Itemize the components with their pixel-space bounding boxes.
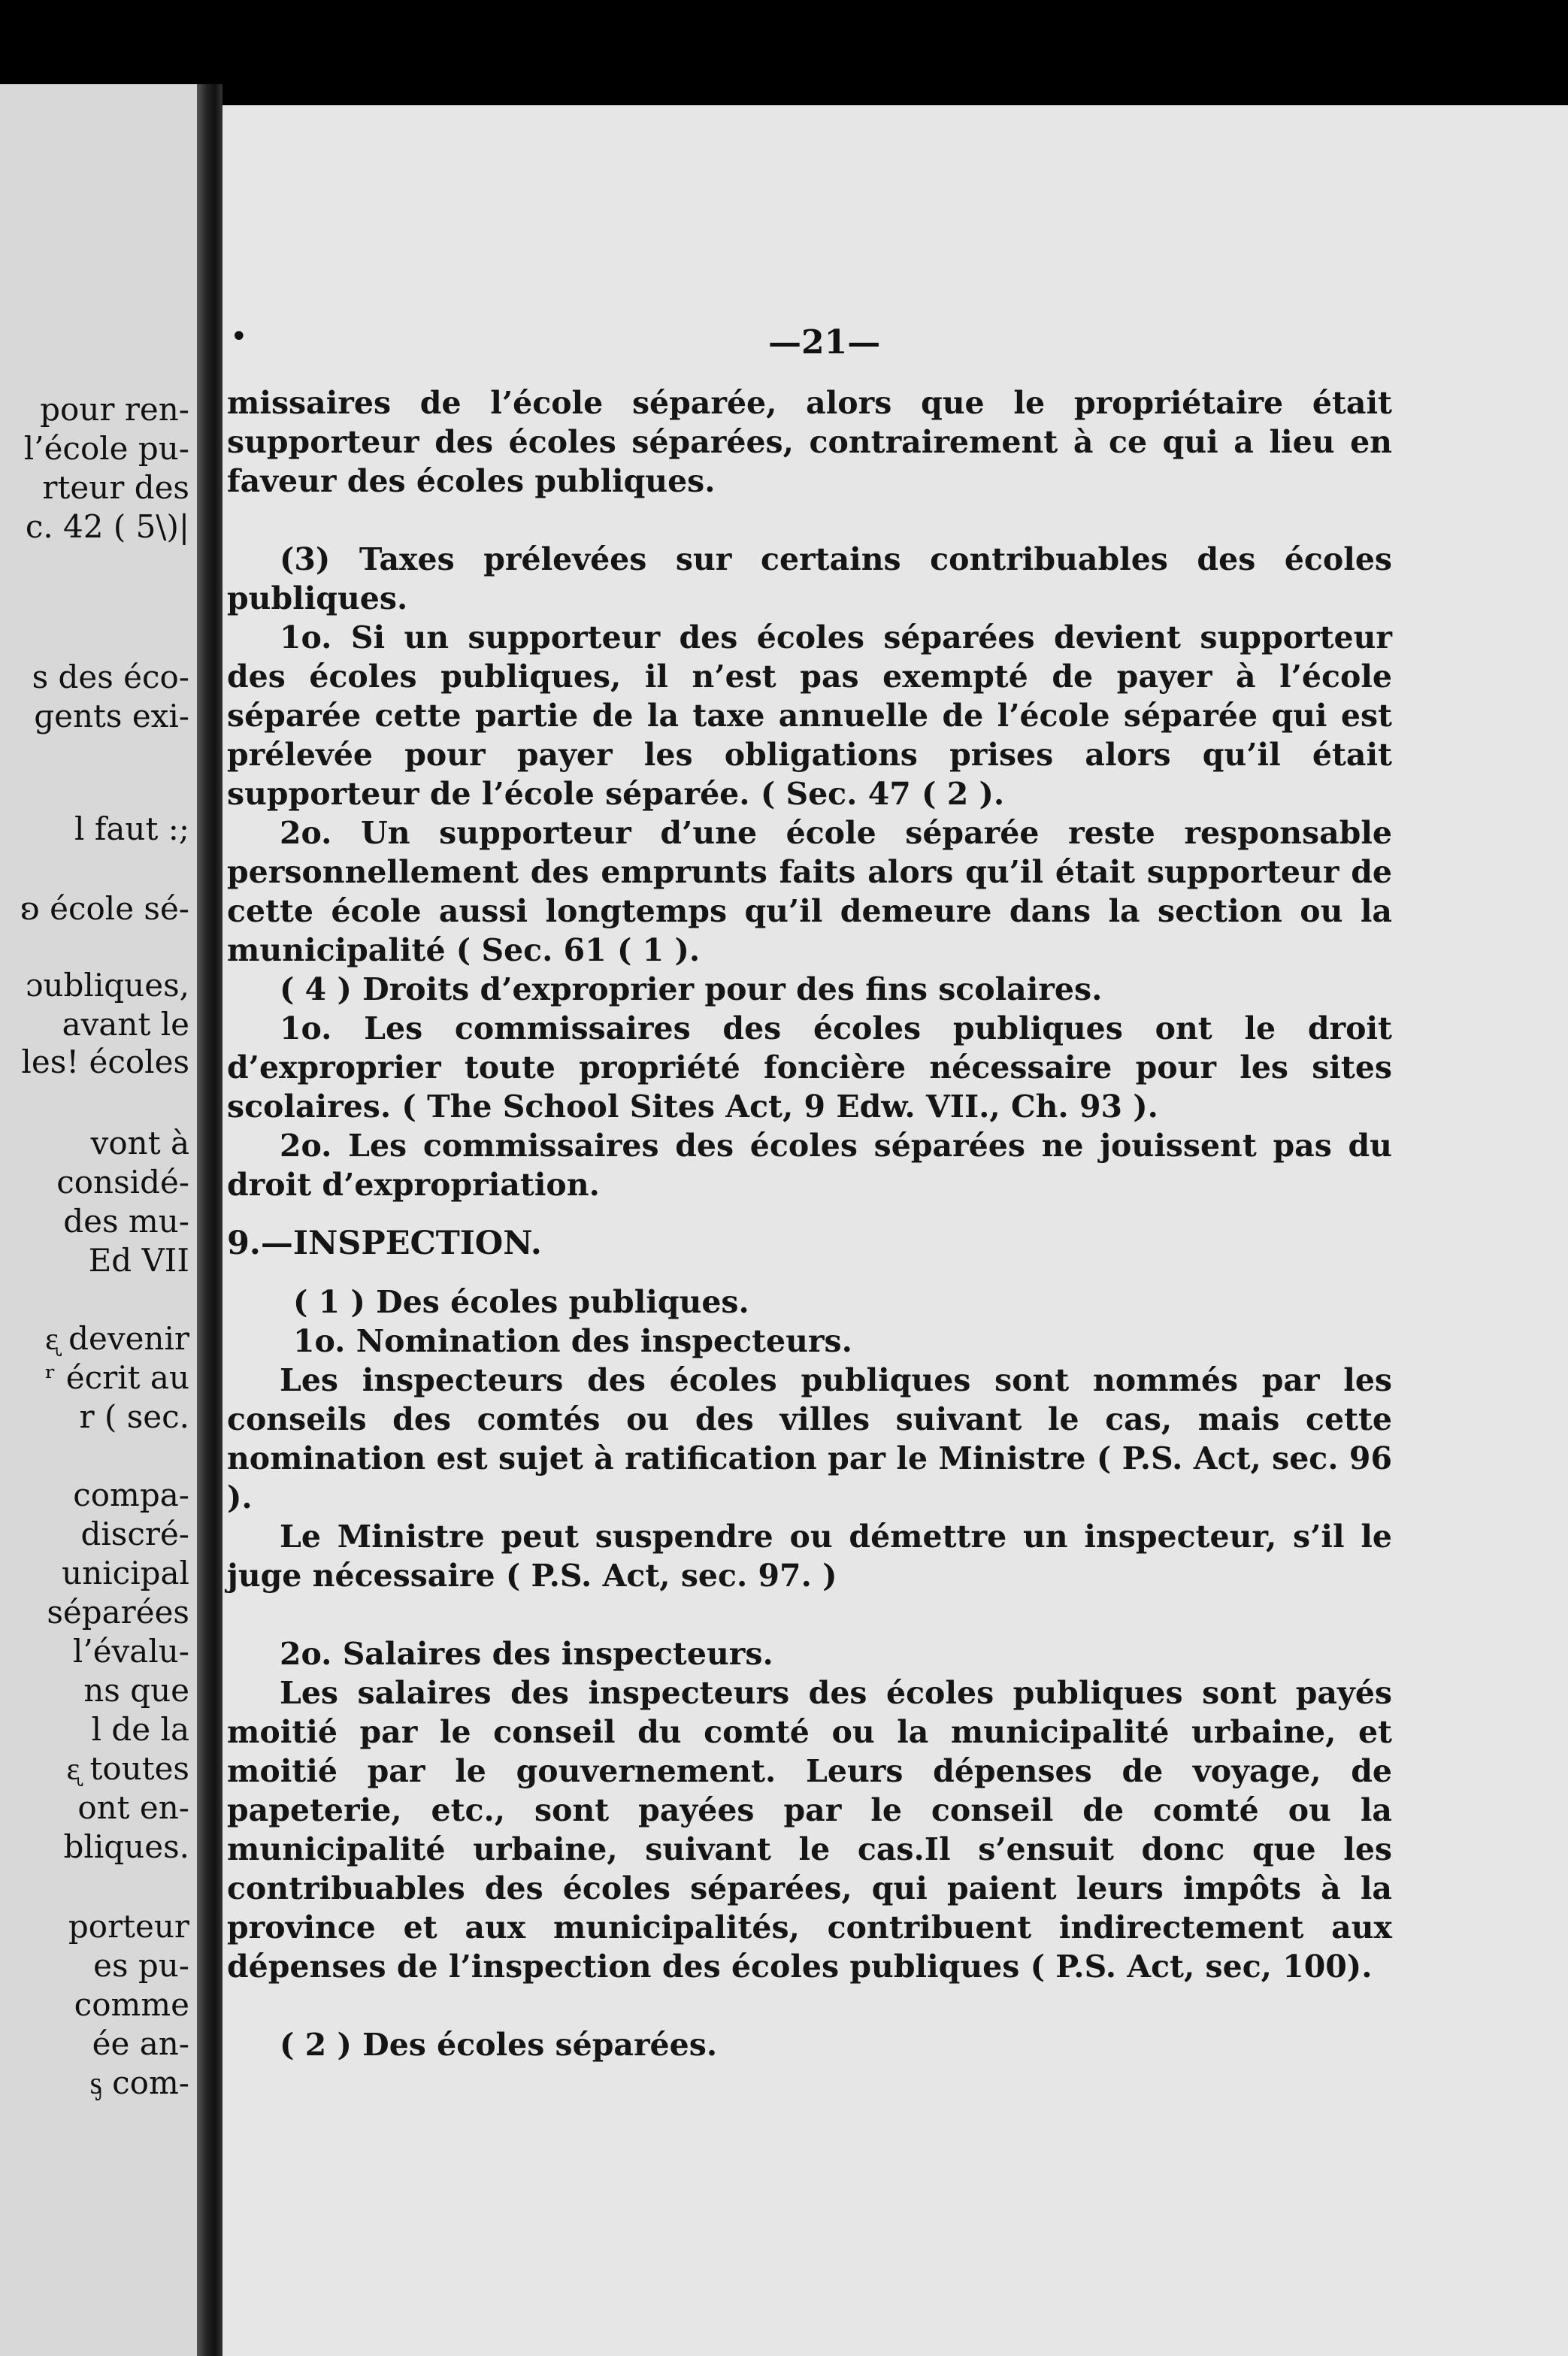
fragment-line: l’évalu- [72, 1633, 189, 1670]
page-body [227, 383, 1392, 2064]
paragraph: 2o. Un supporteur d’une école séparée reste responsable personnellement des emprunts faits alors qu’il était supporteur de cette école aussi longtemps qu’il demeure dans la section ou la municipalité ( Sec. 61 ( 1 ). [227, 815, 1392, 968]
fragment-line: avant le [62, 1006, 189, 1043]
fragment-line: es pu- [93, 1947, 189, 1984]
paragraph: missaires de l’école séparée, alors que le propriétaire était supporteur des écoles séparées, contrairement à ce qui a lieu en faveur des écoles publiques. [227, 385, 1392, 499]
ink-mark: • [230, 319, 248, 354]
subsection-heading: 1o. Nomination des inspecteurs. [293, 1323, 852, 1359]
subsection-heading: 2o. Salaires des inspecteurs. [280, 1636, 773, 1672]
fragment-line: ᶓ toutes [66, 1750, 189, 1787]
fragment-line: ᶊ com- [89, 2064, 189, 2101]
fragment-line: l’école pu- [23, 430, 189, 467]
fragment-line: comme [74, 1986, 189, 2023]
section-heading: ( 1 ) Des écoles publiques. [293, 1284, 749, 1320]
fragment-line: ont en- [77, 1789, 189, 1826]
paragraph: Les inspecteurs des écoles publiques sont nommés par les conseils des comtés ou des villes suivant le cas, mais cette nomination est sujet à ratification par le Ministre ( P.S. Act, sec. 96 ). [227, 1362, 1392, 1516]
fragment-line: r ( sec. [79, 1398, 189, 1435]
book-gutter [197, 84, 222, 2356]
adjacent-page-fragment [0, 84, 197, 2356]
fragment-line: c. 42 ( 5\)| [25, 508, 189, 545]
fragment-line: les! écoles [21, 1043, 189, 1080]
section-heading: ( 2 ) Des écoles séparées. [280, 2027, 718, 2063]
fragment-line: discré- [80, 1516, 189, 1552]
paragraph: 2o. Les commissaires des écoles séparées ne jouissent pas du droit d’expropriation. [227, 1128, 1392, 1203]
section-heading: (3) Taxes prélevées sur certains contribuables des écoles publiques. [227, 541, 1392, 616]
fragment-line: porteur [68, 1908, 189, 1945]
fragment-line: considé- [56, 1164, 189, 1201]
paragraph: Les salaires des inspecteurs des écoles publiques sont payés moitié par le conseil du comté ou la municipalité urbaine, et moitié par le gouvernement. Leurs dépenses de voyage, de papeterie, etc., sont payées par le conseil de comté ou la municipalité urbaine, suivant le cas.Il s’ensuit donc que les contribuables des écoles séparées, qui paient leurs impôts à la province et aux municipalités, contribuent indirectement aux dépenses de l’inspection des écoles publiques ( P.S. Act, sec, 100). [227, 1675, 1392, 1985]
fragment-line: ɔubliques, [25, 967, 189, 1004]
fragment-line: ée an- [92, 2025, 189, 2062]
fragment-line: Ed VII [88, 1242, 189, 1279]
fragment-line: des mu- [63, 1203, 189, 1240]
paragraph: 1o. Si un supporteur des écoles séparées devient supporteur des écoles publiques, il n’est pas exempté de payer à l’école séparée cette partie de la taxe annuelle de l’école séparée qui est prélevée pour payer les obligations prises alors qu’il était supporteur de l’école séparée. ( Sec. 47 ( 2 ). [227, 619, 1392, 812]
fragment-line: rteur des [42, 469, 189, 506]
fragment-line: s des éco- [32, 659, 189, 695]
fragment-line: ɡents exi- [34, 698, 189, 734]
fragment-line: unicipal [62, 1555, 189, 1591]
main-page [222, 105, 1568, 2356]
fragment-line: l de la [91, 1711, 189, 1748]
fragment-line: ᶓ devenir [45, 1320, 189, 1357]
page-number: —21— [768, 323, 881, 362]
chapter-heading: 9.—INSPECTION. [227, 1225, 542, 1262]
fragment-line: ns que [83, 1672, 189, 1709]
paragraph: 1o. Les commissaires des écoles publiques ont le droit d’exproprier toute propriété foncière nécessaire pour les sites scolaires. ( The School Sites Act, 9 Edw. VII., Ch. 93 ). [227, 1010, 1392, 1125]
fragment-line: vont à [90, 1125, 189, 1161]
fragment-line: ʳ écrit au [44, 1359, 189, 1396]
fragment-line: ʚ école sé- [20, 890, 189, 927]
fragment-line: séparées [47, 1594, 189, 1631]
fragment-line: pour ren- [40, 391, 189, 428]
fragment-line: compa- [73, 1476, 189, 1513]
fragment-line: l faut :; [74, 810, 189, 847]
section-heading: ( 4 ) Droits d’exproprier pour des fins scolaires. [280, 971, 1103, 1007]
fragment-line: bliques. [63, 1828, 189, 1865]
paragraph: Le Ministre peut suspendre ou démettre un inspecteur, s’il le juge nécessaire ( P.S. Act, sec. 97. ) [227, 1519, 1392, 1594]
